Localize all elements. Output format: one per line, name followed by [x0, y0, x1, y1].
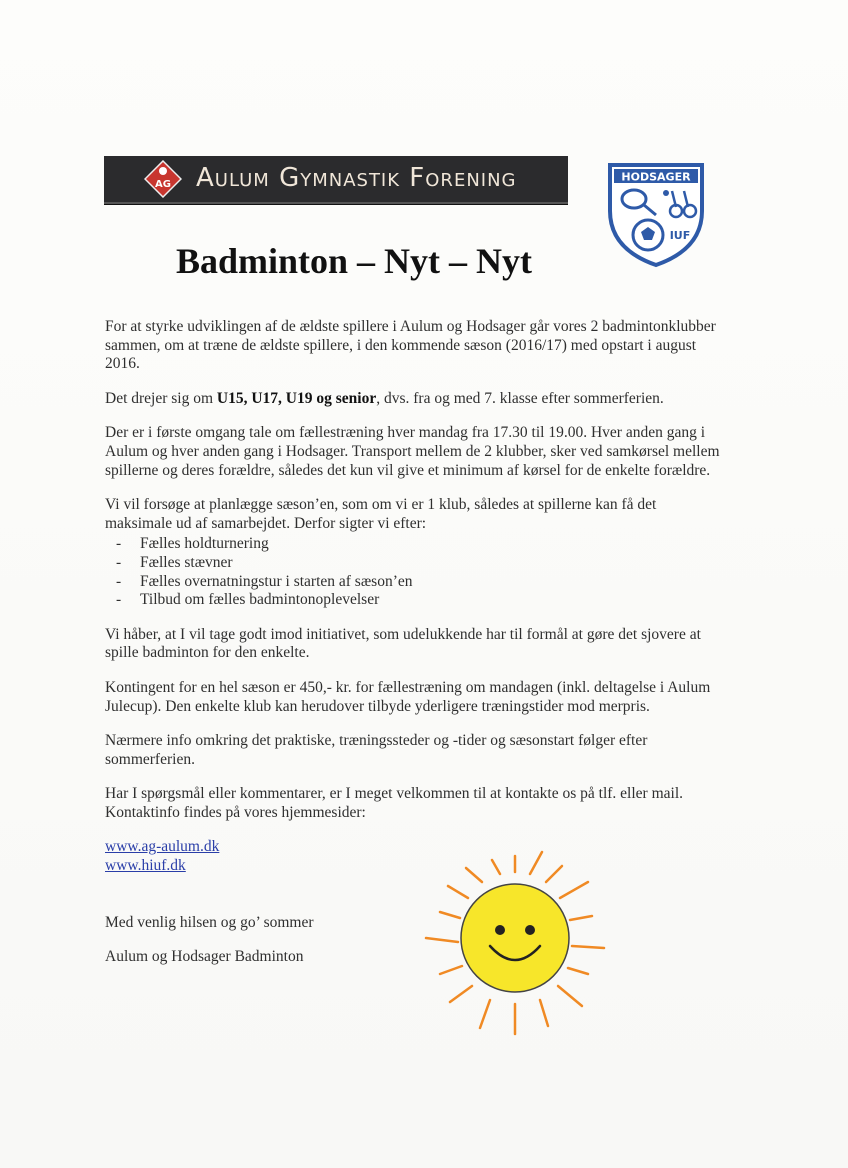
intro-paragraph: For at styrke udviklingen af de ældste spillere i Aulum og Hodsager går vores 2 badmintonklubber sammen, om at træne de ældste spillere, i den kommende sæson (2016/17) med opstart i august 2016.	[105, 318, 716, 373]
agf-banner	[104, 156, 568, 205]
ages-paragraph	[105, 390, 725, 409]
plan-list	[105, 535, 725, 609]
link-list	[105, 838, 725, 875]
link-ag-aulum[interactable]: www.ag-aulum.dk	[105, 838, 220, 856]
list-item: - Fælles overnatningstur i starten af sæson’en	[105, 573, 725, 592]
page-title: Badminton – Nyt – Nyt	[176, 241, 533, 281]
svg-text:AG: AG	[155, 179, 171, 190]
signature: Aulum og Hodsager Badminton	[105, 948, 304, 966]
hope-paragraph: Vi håber, at I vil tage godt imod initiativet, som udelukkende har til formål at gøre det sjovere at spille badminton for den enkelte.	[105, 625, 701, 662]
ages-before: Det drejer sig om	[105, 389, 217, 407]
hodsager-crest-icon	[606, 161, 706, 269]
plan-paragraph: Vi vil forsøge at planlægge sæson’en, som om vi er 1 klub, således at spillerne kan få det maksimale ud af samarbejdet. Derfor sigter vi efter:	[105, 496, 657, 532]
list-item: - Fælles stævner	[105, 554, 725, 573]
agf-name: Aulum Gymnastik Forening	[196, 163, 517, 193]
ages-after: , dvs. fra og med 7. klasse efter sommerferien.	[376, 389, 664, 407]
svg-text:IUF: IUF	[669, 229, 691, 242]
fee-paragraph: Kontingent for en hel sæson er 450,- kr. for fællestræning om mandagen (inkl. deltagelse i Aulum Julecup). Den enkelte klub kan herudover tilbyde yderligere træningstider mod merpris.	[105, 678, 711, 715]
ages-groups: U15, U17, U19 og senior	[216, 389, 377, 407]
list-item: - Fælles holdturnering	[105, 535, 725, 554]
questions-paragraph: Har I spørgsmål eller kommentarer, er I meget velkommen til at kontakte os på tlf. eller mail. Kontaktinfo findes på vores hjemmesider:	[105, 785, 684, 821]
greeting: Med venlig hilsen og go’ sommer	[105, 913, 314, 931]
training-paragraph: Der er i første omgang tale om fællestræning hver mandag fra 17.30 til 19.00. Hver anden gang i Aulum og hver anden gang i Hodsager. Transport mellem de 2 klubber, sker ved samkørsel mellem spillerne og deres forældre, således det kun vil give et minimum af kørsel for de enkelte forældre.	[105, 424, 720, 479]
link-hiuf[interactable]: www.hiuf.dk	[105, 857, 186, 875]
smiling-sun-icon	[420, 850, 610, 1040]
agf-logo-icon	[144, 160, 182, 198]
letter-body	[105, 318, 725, 983]
more-info-paragraph: Nærmere info omkring det praktiske, træningssteder og -tider og sæsonstart følger efter sommerferien.	[105, 732, 648, 768]
svg-text:HODSAGER: HODSAGER	[621, 170, 691, 184]
agf-rule	[104, 202, 568, 204]
list-item: - Tilbud om fælles badmintonoplevelser	[105, 591, 725, 610]
